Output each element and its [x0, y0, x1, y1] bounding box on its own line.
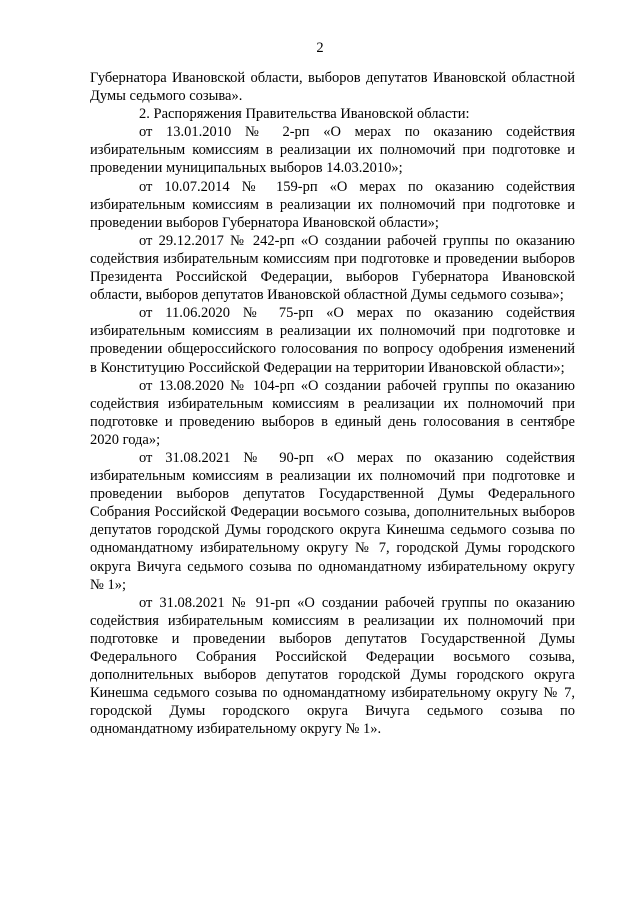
paragraph-order-2021-90rp: от 31.08.2021 № 90-рп «О мерах по оказанию содействия избирательным комиссиям в реализации их полномочий при подготовке и проведении выборов депутатов Государственной Думы Федерального Собрания Российской Федерации восьмого созыва, дополнительных выборов депутатов городской Думы городского округа Кинешма седьмого созыва по одномандатному избирательному округу № 7, городской Думы городского округа Вичуга седьмого созыва по одномандатному избирательному округу № 1»;: [90, 449, 575, 593]
page-number: 2: [316, 40, 324, 56]
paragraph-order-2010-2rp: от 13.01.2010 № 2-рп «О мерах по оказанию содействия избирательным комиссиям в реализации их полномочий при подготовке и проведении муниципальных выборов 14.03.2010»;: [90, 124, 575, 177]
paragraph-order-2021-91rp: от 31.08.2021 № 91-рп «О создании рабочей группы по оказанию содействия избирательным комиссиям в реализации их полномочий при подготовке и проведении выборов депутатов Государственной Думы Федерального Собрания Российской Федерации восьмого созыва, дополнительных выборов депутатов городской Думы городского округа Кинешма седьмого созыва по одномандатному избирательному округу № 7, городской Думы городского округа Вичуга седьмого созыва по одномандатному избирательному округу № 1».: [90, 594, 575, 738]
paragraph-section-heading: 2. Распоряжения Правительства Ивановской области:: [139, 106, 470, 123]
paragraph-order-2020-104rp: от 13.08.2020 № 104-рп «О создании рабочей группы по оказанию содействия избирательным комиссиям в реализации их полномочий при подготовке и проведению выборов в единый день голосования в сентябре 2020 года»;: [90, 377, 575, 448]
paragraph-order-2017-242rp: от 29.12.2017 № 242-рп «О создании рабочей группы по оказанию содействия избирательным комиссиям при подготовке и проведении выборов Президента Российской Федерации, выборов Губернатора Ивановской области, выборов депутатов Ивановской областной Думы седьмого созыва»;: [90, 232, 575, 304]
paragraph-continuation: Губернатора Ивановской области, выборов депутатов Ивановской областной Думы седьмого созыва».: [90, 70, 575, 105]
document-body: [90, 69, 575, 738]
paragraph-order-2020-75rp: от 11.06.2020 № 75-рп «О мерах по оказанию содействия избирательным комиссиям в реализации их полномочий при подготовке и проведении общероссийского голосования по вопросу одобрения изменений в Конституцию Российской Федерации на территории Ивановской области»;: [90, 305, 575, 376]
paragraph-order-2014-159rp: от 10.07.2014 № 159-рп «О мерах по оказанию содействия избирательным комиссиям в реализации их полномочий при подготовке и проведении выборов Губернатора Ивановской области»;: [90, 178, 575, 231]
